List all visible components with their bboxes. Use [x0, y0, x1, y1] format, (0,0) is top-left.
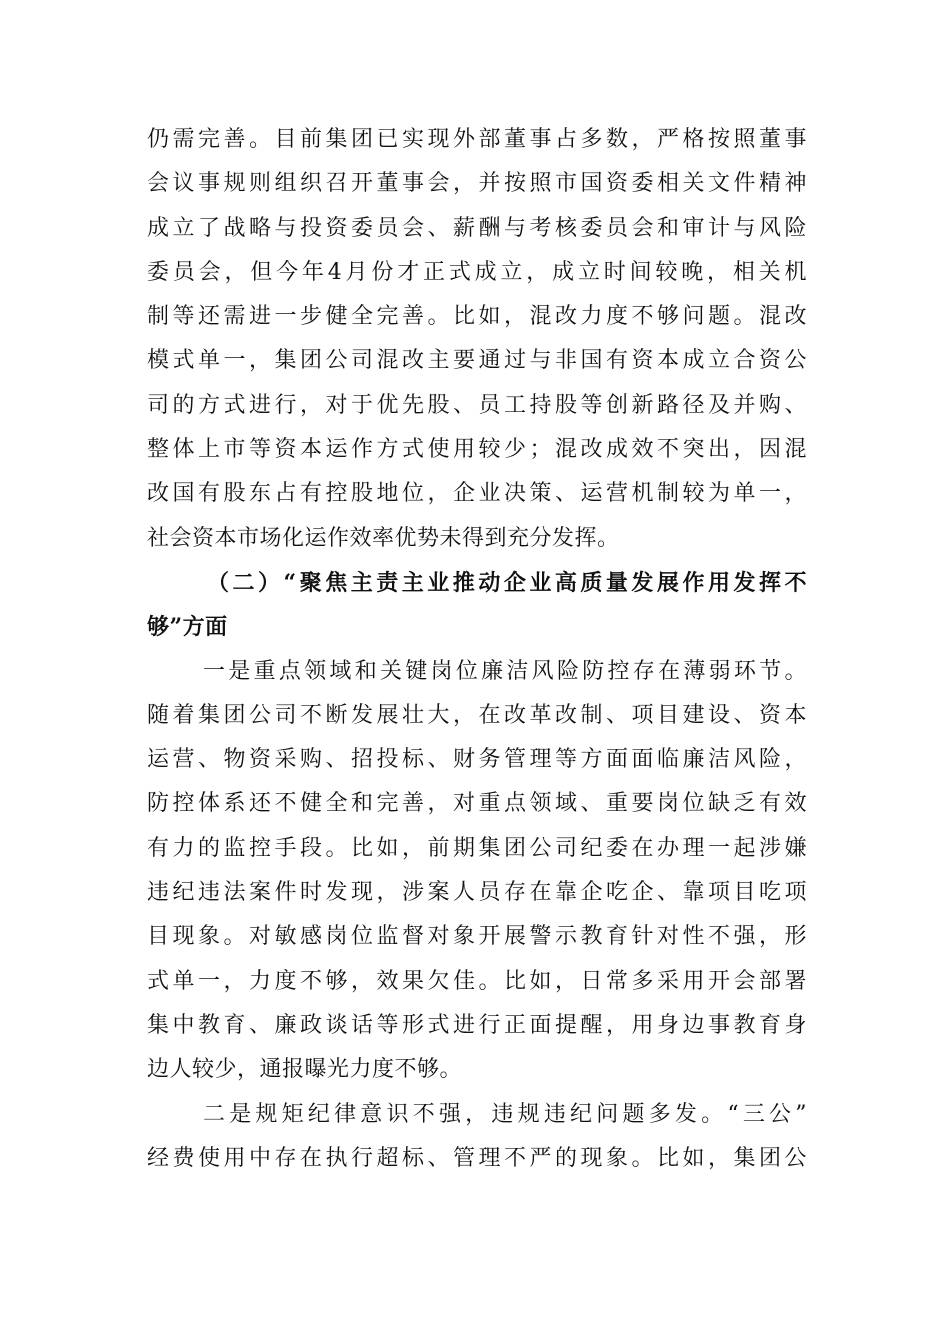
text-line: 边人较少，通报曝光力度不够。	[147, 1057, 463, 1083]
paragraph-first-line: 二是规矩纪律意识不强，违规违纪问题多发。“三公”	[203, 1101, 807, 1127]
text-line: 成立了战略与投资委员会、薪酬与考核委员会和审计与风险	[147, 215, 807, 241]
text-line: 仍需完善。目前集团已实现外部董事占多数，严格按照董事	[147, 127, 807, 152]
text-line: 经费使用中存在执行超标、管理不严的现象。比如，集团公	[147, 1145, 807, 1171]
text-line: 委员会，但今年4月份才正式成立，成立时间较晚，相关机	[147, 259, 807, 285]
text-line: 改国有股东占有控股地位，企业决策、运营机制较为单一，	[147, 481, 807, 507]
text-line: 整体上市等资本运作方式使用较少；混改成效不突出，因混	[147, 437, 807, 463]
document-body	[147, 118, 807, 1181]
section-heading-continued: 够”方面	[147, 614, 228, 641]
text-line: 模式单一，集团公司混改主要通过与非国有资本成立合资公	[147, 348, 807, 374]
paragraph-first-line: 一是重点领域和关键岗位廉洁风险防控存在薄弱环节。	[203, 658, 807, 684]
text-line: 有力的监控手段。比如，前期集团公司纪委在办理一起涉嫌	[147, 835, 807, 861]
text-line: 司的方式进行，对于优先股、员工持股等创新路径及并购、	[147, 392, 807, 418]
text-line: 防控体系还不健全和完善，对重点领域、重要岗位缺乏有效	[147, 791, 807, 817]
text-line: 运营、物资采购、招投标、财务管理等方面面临廉洁风险，	[147, 747, 807, 773]
section-heading: （二）“聚焦主责主业推动企业高质量发展作用发挥不	[207, 569, 807, 596]
text-line: 违纪违法案件时发现，涉案人员存在靠企吃企、靠项目吃项	[147, 880, 807, 906]
text-line: 目现象。对敏感岗位监督对象开展警示教育针对性不强，形	[147, 924, 807, 950]
text-line: 会议事规则组织召开董事会，并按照市国资委相关文件精神	[147, 171, 807, 197]
text-line: 式单一，力度不够，效果欠佳。比如，日常多采用开会部署	[147, 968, 807, 994]
text-line: 随着集团公司不断发展壮大，在改革改制、项目建设、资本	[147, 702, 807, 728]
text-line: 社会资本市场化运作效率优势未得到充分发挥。	[147, 525, 620, 551]
text-line: 集中教育、廉政谈话等形式进行正面提醒，用身边事教育身	[147, 1012, 807, 1038]
text-line: 制等还需进一步健全完善。比如，混改力度不够问题。混改	[147, 304, 807, 330]
